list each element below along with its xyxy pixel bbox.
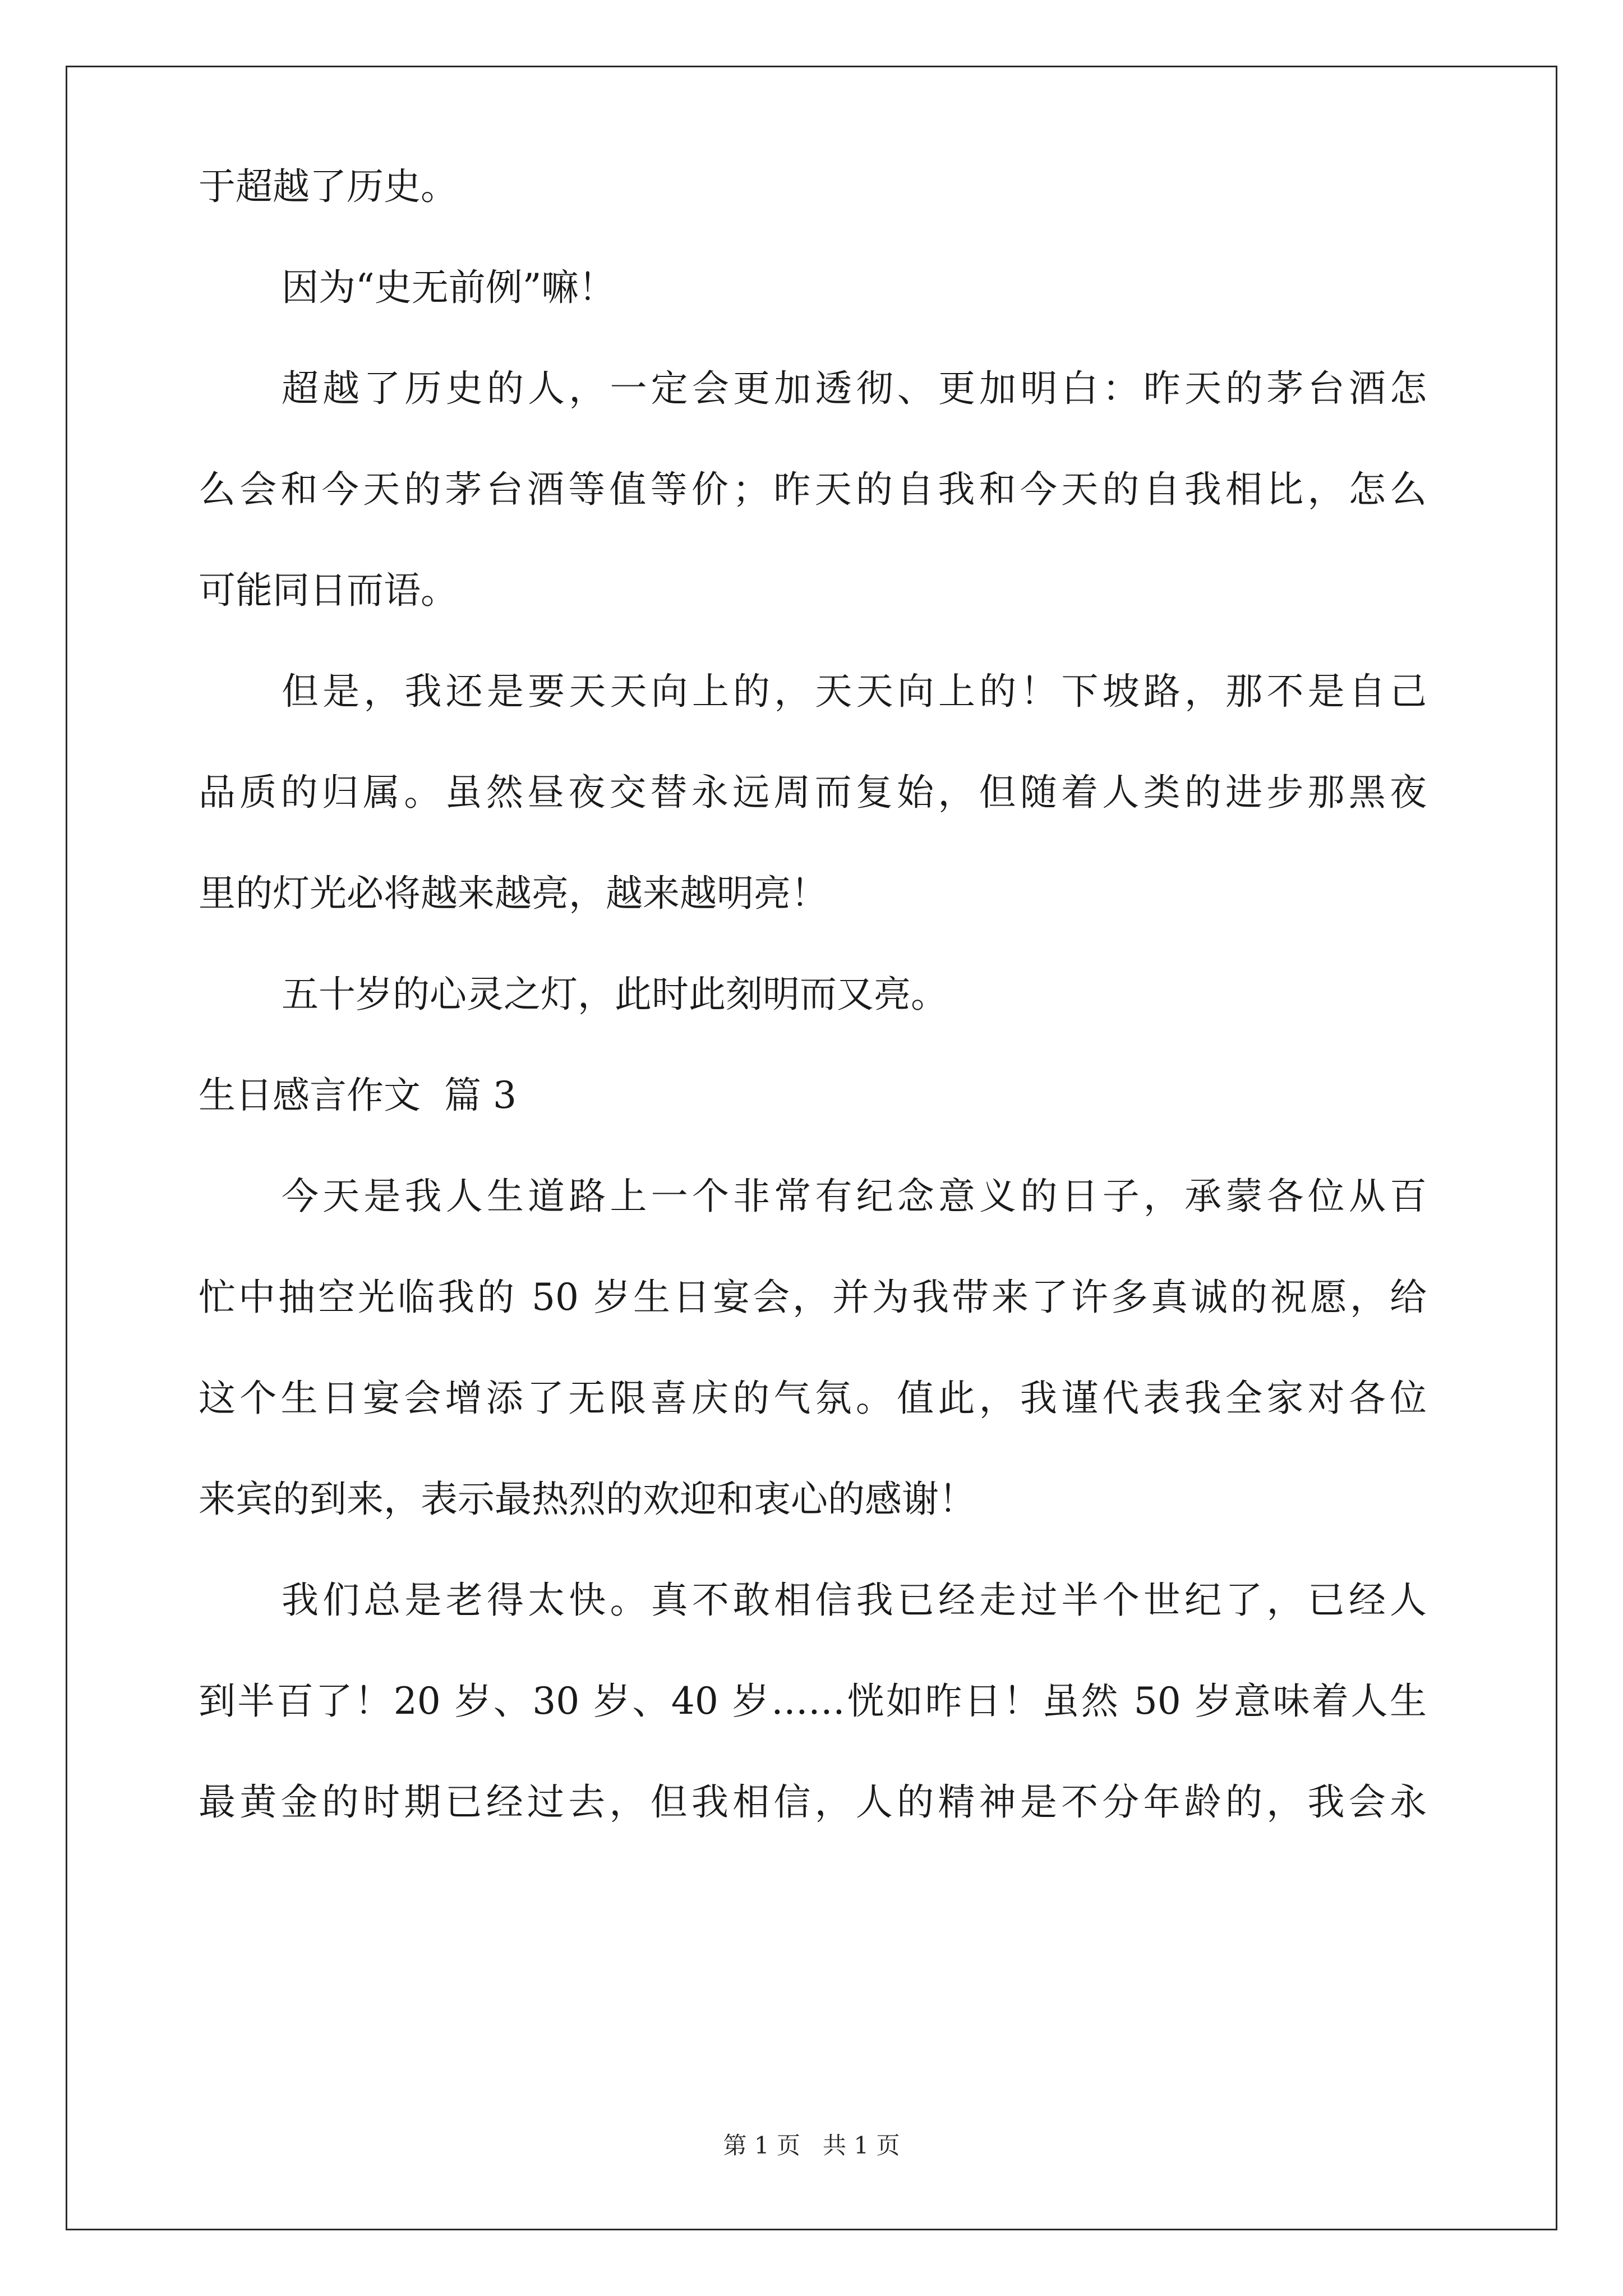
paragraph-line: 来宾的到来，表示最热烈的欢迎和衷心的感谢！ [199, 1478, 976, 1521]
paragraph-line: 忙中抽空光临我的 50 岁生日宴会，并为我带来了许多真诚的祝愿，给 [199, 1276, 1427, 1319]
page-number: 第 1 页 [723, 2132, 800, 2159]
paragraph-line: 但是，我还是要天天向上的，天天向上的！下坡路，那不是自己 [282, 670, 1427, 713]
paragraph-line: 于超越了历史。 [199, 165, 458, 208]
paragraph-line: 因为“史无前例”嘛！ [282, 266, 616, 309]
paragraph-line: 品质的归属。虽然昼夜交替永远周而复始，但随着人类的进步那黑夜 [199, 771, 1427, 814]
paragraph-line: 最黄金的时期已经过去，但我相信，人的精神是不分年龄的，我会永 [199, 1780, 1427, 1824]
page-footer [0, 2134, 1623, 2157]
paragraph-line: 可能同日而语。 [199, 569, 458, 612]
paragraph-line: 我们总是老得太快。真不敢相信我已经走过半个世纪了，已经人 [282, 1579, 1427, 1622]
paragraph-line: 里的灯光必将越来越亮，越来越明亮！ [199, 872, 828, 915]
paragraph-line: 今天是我人生道路上一个非常有纪念意义的日子，承蒙各位从百 [282, 1175, 1427, 1218]
paragraph-line: 到半百了！20 岁、30 岁、40 岁……恍如昨日！虽然 50 岁意味着人生 [199, 1680, 1427, 1723]
paragraph-line: 这个生日宴会增添了无限喜庆的气氛。值此，我谨代表我全家对各位 [199, 1377, 1427, 1420]
paragraph-line: 么会和今天的茅台酒等值等价；昨天的自我和今天的自我相比，怎么 [199, 468, 1427, 511]
paragraph-line: 五十岁的心灵之灯，此时此刻明而又亮。 [282, 973, 948, 1016]
section-heading: 生日感言作文 篇 3 [199, 1074, 517, 1117]
paragraph-line: 超越了历史的人，一定会更加透彻、更加明白：昨天的茅台酒怎 [282, 367, 1427, 410]
page-total: 共 1 页 [823, 2132, 900, 2159]
